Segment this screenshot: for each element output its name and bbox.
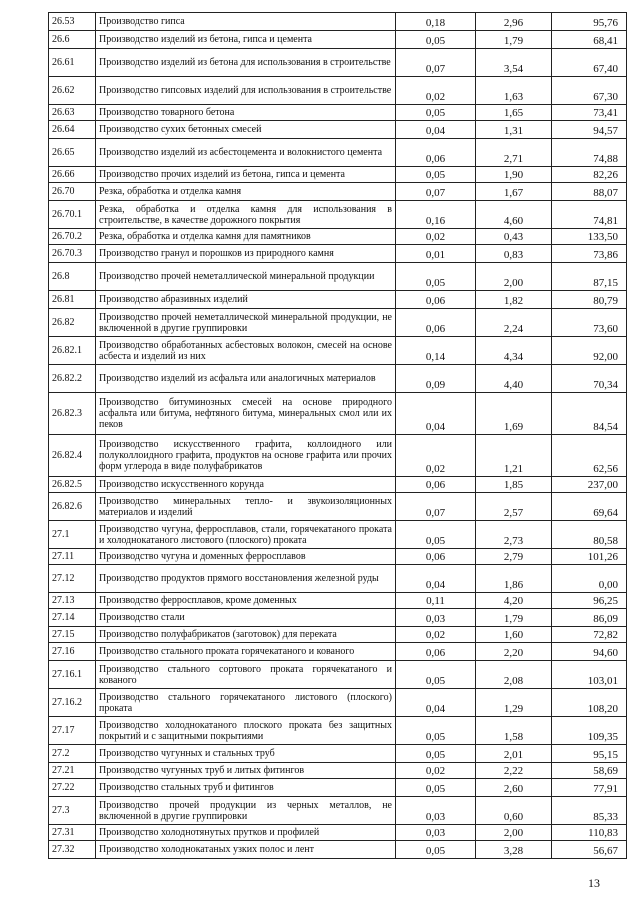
cell-name: Производство изделий из бетона для использования в строительстве — [96, 49, 396, 77]
cell-value-3: 67,40 — [552, 49, 627, 77]
cell-value-2: 2,08 — [476, 661, 552, 689]
cell-code: 27.17 — [49, 717, 96, 745]
cell-value-2: 1,31 — [476, 121, 552, 139]
cell-name: Резка, обработка и отделка камня для памятников — [96, 229, 396, 245]
cell-value-3: 74,81 — [552, 201, 627, 229]
cell-value-1: 0,05 — [396, 521, 476, 549]
cell-value-2: 1,86 — [476, 565, 552, 593]
cell-value-1: 0,03 — [396, 797, 476, 825]
cell-value-1: 0,14 — [396, 337, 476, 365]
cell-value-3: 67,30 — [552, 77, 627, 105]
page-number: 13 — [588, 876, 600, 890]
cell-value-1: 0,06 — [396, 139, 476, 167]
cell-value-2: 2,73 — [476, 521, 552, 549]
cell-value-3: 0,00 — [552, 565, 627, 593]
table-row — [49, 49, 627, 77]
cell-value-1: 0,04 — [396, 689, 476, 717]
cell-value-1: 0,04 — [396, 393, 476, 435]
cell-value-1: 0,05 — [396, 841, 476, 859]
table-row — [49, 745, 627, 763]
cell-code: 26.81 — [49, 291, 96, 309]
cell-code: 26.64 — [49, 121, 96, 139]
cell-code: 27.3 — [49, 797, 96, 825]
cell-code: 27.16.2 — [49, 689, 96, 717]
cell-name: Производство стального горячекатаного листового (плоского) проката — [96, 689, 396, 717]
cell-name: Производство искусственного графита, коллоидного или полуколлоидного графита, продуктов на основе графита или прочих форм углерода в виде полуфабрикатов — [96, 435, 396, 477]
cell-value-3: 237,00 — [552, 477, 627, 493]
cell-code: 27.22 — [49, 779, 96, 797]
cell-name: Производство абразивных изделий — [96, 291, 396, 309]
cell-name: Производство битуминозных смесей на основе природного асфальта или битума, нефтяного битума, минеральных смол или их пеков — [96, 393, 396, 435]
table-body — [49, 13, 627, 859]
cell-value-3: 94,57 — [552, 121, 627, 139]
cell-value-2: 2,24 — [476, 309, 552, 337]
cell-name: Производство холоднотянутых прутков и профилей — [96, 825, 396, 841]
cell-value-2: 1,69 — [476, 393, 552, 435]
cell-code: 26.82.4 — [49, 435, 96, 477]
cell-value-1: 0,05 — [396, 661, 476, 689]
cell-value-3: 101,26 — [552, 549, 627, 565]
cell-name: Производство минеральных тепло- и звукоизоляционных материалов и изделий — [96, 493, 396, 521]
cell-value-3: 73,86 — [552, 245, 627, 263]
cell-value-2: 4,34 — [476, 337, 552, 365]
cell-value-1: 0,07 — [396, 493, 476, 521]
cell-code: 27.21 — [49, 763, 96, 779]
cell-code: 26.53 — [49, 13, 96, 31]
cell-code: 26.82.5 — [49, 477, 96, 493]
cell-code: 26.82.6 — [49, 493, 96, 521]
cell-code: 26.66 — [49, 167, 96, 183]
table-row — [49, 77, 627, 105]
cell-value-2: 1,90 — [476, 167, 552, 183]
cell-value-2: 2,57 — [476, 493, 552, 521]
table-row — [49, 493, 627, 521]
table-row — [49, 643, 627, 661]
cell-value-3: 70,34 — [552, 365, 627, 393]
cell-value-1: 0,05 — [396, 167, 476, 183]
table-row — [49, 139, 627, 167]
table-row — [49, 13, 627, 31]
cell-code: 27.16 — [49, 643, 96, 661]
cell-value-2: 1,82 — [476, 291, 552, 309]
table-row — [49, 393, 627, 435]
table-row — [49, 825, 627, 841]
cell-value-2: 2,22 — [476, 763, 552, 779]
cell-value-3: 96,25 — [552, 593, 627, 609]
cell-value-3: 95,15 — [552, 745, 627, 763]
cell-value-1: 0,18 — [396, 13, 476, 31]
cell-name: Производство прочих изделий из бетона, гипса и цемента — [96, 167, 396, 183]
table-row — [49, 121, 627, 139]
cell-value-2: 2,60 — [476, 779, 552, 797]
cell-name: Производство обработанных асбестовых волокон, смесей на основе асбеста и изделий из них — [96, 337, 396, 365]
cell-code: 26.8 — [49, 263, 96, 291]
cell-name: Производство гипса — [96, 13, 396, 31]
cell-value-2: 1,58 — [476, 717, 552, 745]
cell-value-1: 0,05 — [396, 779, 476, 797]
table-row — [49, 521, 627, 549]
cell-value-3: 56,67 — [552, 841, 627, 859]
cell-value-2: 1,21 — [476, 435, 552, 477]
cell-value-1: 0,05 — [396, 263, 476, 291]
cell-value-3: 92,00 — [552, 337, 627, 365]
table-row — [49, 565, 627, 593]
cell-code: 27.13 — [49, 593, 96, 609]
table-row — [49, 763, 627, 779]
cell-value-1: 0,06 — [396, 309, 476, 337]
cell-value-2: 1,79 — [476, 31, 552, 49]
cell-code: 27.32 — [49, 841, 96, 859]
cell-name: Производство товарного бетона — [96, 105, 396, 121]
cell-value-3: 58,69 — [552, 763, 627, 779]
cell-value-1: 0,09 — [396, 365, 476, 393]
cell-value-3: 88,07 — [552, 183, 627, 201]
cell-name: Производство холоднокатаного плоского проката без защитных покрытий и с защитными покрытиями — [96, 717, 396, 745]
cell-value-3: 87,15 — [552, 263, 627, 291]
cell-value-2: 1,79 — [476, 609, 552, 627]
data-table — [48, 12, 627, 859]
cell-value-1: 0,06 — [396, 643, 476, 661]
cell-code: 26.82.3 — [49, 393, 96, 435]
table-row — [49, 337, 627, 365]
cell-value-3: 85,33 — [552, 797, 627, 825]
cell-value-1: 0,03 — [396, 609, 476, 627]
cell-value-2: 0,43 — [476, 229, 552, 245]
table-row — [49, 365, 627, 393]
table-row — [49, 31, 627, 49]
cell-value-3: 110,83 — [552, 825, 627, 841]
cell-name: Производство прочей продукции из черных металлов, не включенной в другие группировки — [96, 797, 396, 825]
cell-code: 26.65 — [49, 139, 96, 167]
cell-name: Производство изделий из асбестоцемента и волокнистого цемента — [96, 139, 396, 167]
table-row — [49, 229, 627, 245]
cell-code: 26.6 — [49, 31, 96, 49]
cell-value-1: 0,02 — [396, 435, 476, 477]
table-row — [49, 245, 627, 263]
cell-code: 27.11 — [49, 549, 96, 565]
cell-value-2: 1,60 — [476, 627, 552, 643]
cell-value-2: 2,79 — [476, 549, 552, 565]
cell-name: Производство изделий из асфальта или аналогичных материалов — [96, 365, 396, 393]
table-row — [49, 549, 627, 565]
cell-value-1: 0,11 — [396, 593, 476, 609]
cell-value-3: 94,60 — [552, 643, 627, 661]
table-row — [49, 689, 627, 717]
cell-name: Производство прочей неметаллической минеральной продукции, не включенной в другие группировки — [96, 309, 396, 337]
table-row — [49, 661, 627, 689]
cell-value-1: 0,07 — [396, 183, 476, 201]
cell-code: 26.82 — [49, 309, 96, 337]
cell-value-1: 0,05 — [396, 745, 476, 763]
cell-value-3: 103,01 — [552, 661, 627, 689]
cell-value-3: 77,91 — [552, 779, 627, 797]
table-row — [49, 841, 627, 859]
cell-value-2: 1,65 — [476, 105, 552, 121]
cell-name: Производство чугунных труб и литых фитингов — [96, 763, 396, 779]
table-row — [49, 477, 627, 493]
cell-code: 27.1 — [49, 521, 96, 549]
cell-code: 26.70.3 — [49, 245, 96, 263]
cell-value-1: 0,01 — [396, 245, 476, 263]
cell-code: 26.70.2 — [49, 229, 96, 245]
cell-name: Производство чугуна, ферросплавов, стали, горячекатаного проката и холоднокатаного листового (плоского) проката — [96, 521, 396, 549]
cell-code: 26.70 — [49, 183, 96, 201]
cell-code: 27.15 — [49, 627, 96, 643]
cell-value-2: 1,85 — [476, 477, 552, 493]
cell-name: Производство гипсовых изделий для использования в строительстве — [96, 77, 396, 105]
cell-value-3: 108,20 — [552, 689, 627, 717]
table-row — [49, 609, 627, 627]
cell-value-1: 0,02 — [396, 77, 476, 105]
cell-value-2: 3,28 — [476, 841, 552, 859]
table-row — [49, 593, 627, 609]
cell-value-1: 0,05 — [396, 717, 476, 745]
cell-code: 27.16.1 — [49, 661, 96, 689]
cell-code: 27.14 — [49, 609, 96, 627]
cell-value-3: 69,64 — [552, 493, 627, 521]
cell-code: 27.31 — [49, 825, 96, 841]
cell-value-1: 0,02 — [396, 763, 476, 779]
cell-value-2: 4,20 — [476, 593, 552, 609]
cell-value-2: 1,67 — [476, 183, 552, 201]
cell-value-3: 80,58 — [552, 521, 627, 549]
table-row — [49, 183, 627, 201]
cell-value-2: 2,01 — [476, 745, 552, 763]
cell-value-3: 95,76 — [552, 13, 627, 31]
cell-value-2: 4,60 — [476, 201, 552, 229]
cell-code: 26.61 — [49, 49, 96, 77]
cell-name: Производство прочей неметаллической минеральной продукции — [96, 263, 396, 291]
cell-value-1: 0,02 — [396, 627, 476, 643]
cell-value-3: 73,60 — [552, 309, 627, 337]
cell-value-2: 2,00 — [476, 263, 552, 291]
cell-name: Производство стального сортового проката горячекатаного и кованого — [96, 661, 396, 689]
cell-value-2: 2,71 — [476, 139, 552, 167]
cell-value-3: 82,26 — [552, 167, 627, 183]
cell-name: Производство сухих бетонных смесей — [96, 121, 396, 139]
cell-name: Производство стали — [96, 609, 396, 627]
cell-name: Производство гранул и порошков из природного камня — [96, 245, 396, 263]
cell-name: Резка, обработка и отделка камня — [96, 183, 396, 201]
cell-name: Производство изделий из бетона, гипса и цемента — [96, 31, 396, 49]
cell-code: 26.63 — [49, 105, 96, 121]
table-row — [49, 291, 627, 309]
cell-code: 26.82.2 — [49, 365, 96, 393]
cell-code: 27.2 — [49, 745, 96, 763]
cell-value-1: 0,03 — [396, 825, 476, 841]
table-row — [49, 201, 627, 229]
cell-value-3: 84,54 — [552, 393, 627, 435]
table-row — [49, 105, 627, 121]
cell-value-3: 86,09 — [552, 609, 627, 627]
cell-value-3: 109,35 — [552, 717, 627, 745]
cell-value-1: 0,07 — [396, 49, 476, 77]
table-row — [49, 309, 627, 337]
cell-name: Резка, обработка и отделка камня для использования в строительстве, в качестве дорожного покрытия — [96, 201, 396, 229]
cell-value-1: 0,06 — [396, 549, 476, 565]
cell-name: Производство продуктов прямого восстановления железной руды — [96, 565, 396, 593]
cell-code: 26.62 — [49, 77, 96, 105]
cell-value-1: 0,06 — [396, 477, 476, 493]
cell-value-1: 0,16 — [396, 201, 476, 229]
table-row — [49, 435, 627, 477]
cell-value-1: 0,04 — [396, 121, 476, 139]
cell-value-2: 0,60 — [476, 797, 552, 825]
cell-value-3: 73,41 — [552, 105, 627, 121]
table-row — [49, 263, 627, 291]
cell-code: 26.70.1 — [49, 201, 96, 229]
table-row — [49, 797, 627, 825]
table-row — [49, 717, 627, 745]
cell-value-3: 133,50 — [552, 229, 627, 245]
cell-value-2: 2,20 — [476, 643, 552, 661]
cell-value-3: 72,82 — [552, 627, 627, 643]
cell-value-2: 4,40 — [476, 365, 552, 393]
cell-value-3: 62,56 — [552, 435, 627, 477]
cell-value-2: 0,83 — [476, 245, 552, 263]
cell-name: Производство чугуна и доменных ферросплавов — [96, 549, 396, 565]
table-row — [49, 779, 627, 797]
cell-value-1: 0,04 — [396, 565, 476, 593]
cell-name: Производство ферросплавов, кроме доменных — [96, 593, 396, 609]
cell-name: Производство полуфабрикатов (заготовок) для переката — [96, 627, 396, 643]
cell-code: 27.12 — [49, 565, 96, 593]
cell-name: Производство искусственного корунда — [96, 477, 396, 493]
table-row — [49, 627, 627, 643]
cell-name: Производство стальных труб и фитингов — [96, 779, 396, 797]
table-row — [49, 167, 627, 183]
cell-value-1: 0,05 — [396, 105, 476, 121]
cell-code: 26.82.1 — [49, 337, 96, 365]
cell-value-3: 68,41 — [552, 31, 627, 49]
cell-value-3: 80,79 — [552, 291, 627, 309]
cell-value-2: 1,29 — [476, 689, 552, 717]
cell-value-2: 2,00 — [476, 825, 552, 841]
cell-value-2: 3,54 — [476, 49, 552, 77]
cell-value-1: 0,05 — [396, 31, 476, 49]
cell-name: Производство чугунных и стальных труб — [96, 745, 396, 763]
cell-value-1: 0,06 — [396, 291, 476, 309]
cell-name: Производство стального проката горячекатаного и кованого — [96, 643, 396, 661]
cell-name: Производство холоднокатаных узких полос и лент — [96, 841, 396, 859]
cell-value-2: 2,96 — [476, 13, 552, 31]
cell-value-1: 0,02 — [396, 229, 476, 245]
cell-value-3: 74,88 — [552, 139, 627, 167]
cell-value-2: 1,63 — [476, 77, 552, 105]
